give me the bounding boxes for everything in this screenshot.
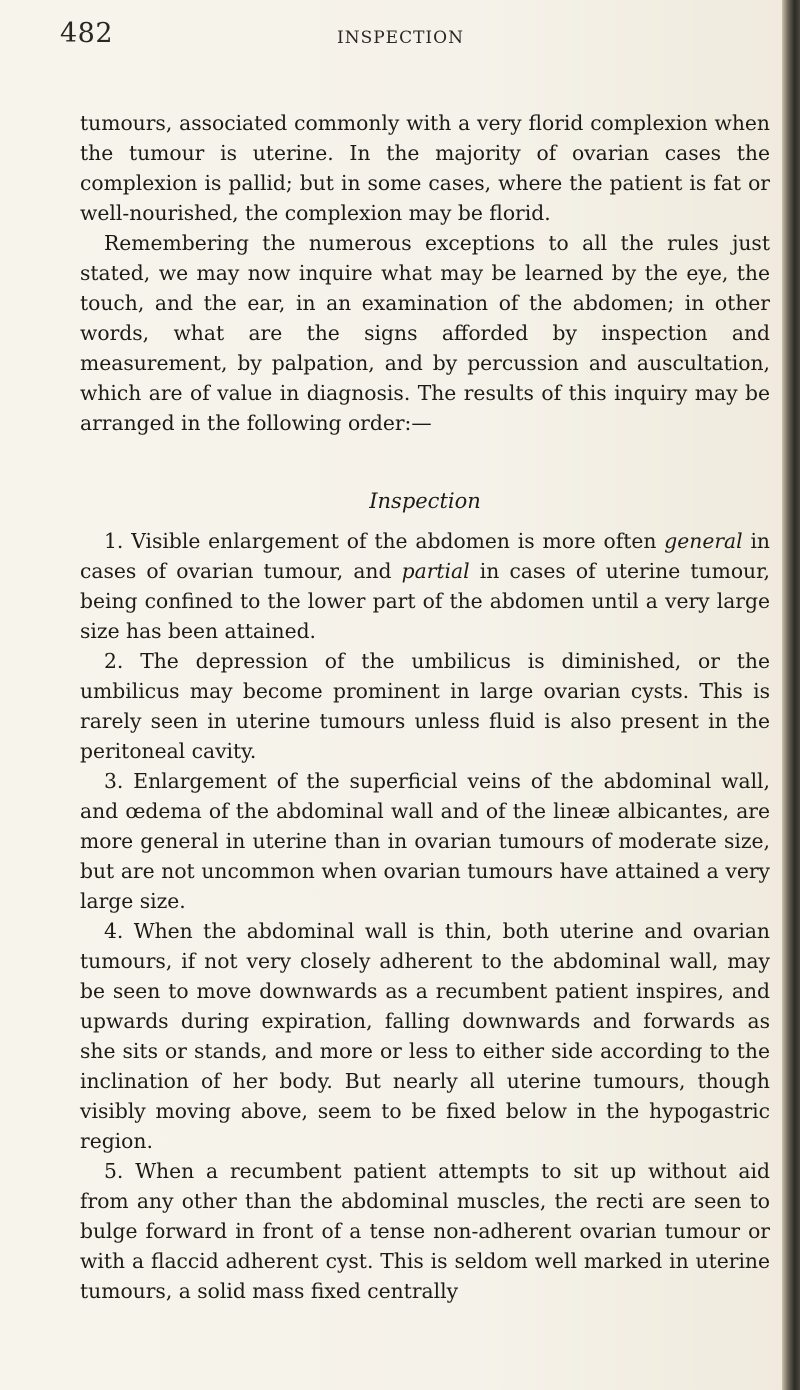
item1-emphasis-general: general xyxy=(664,529,743,553)
page-header xyxy=(60,18,770,68)
section-title: Inspection xyxy=(369,489,481,513)
list-item-5: 5. When a recumbent patient attempts to sit up without aid from any other than the abdominal muscles, the recti are seen to bulge forward in front of a tense non-adherent ovarian tumour or with a flaccid adherent cyst. This is seldom well marked in uterine tumours, a solid mass fixed centrally xyxy=(80,1159,770,1303)
list-item-2: 2. The depression of the umbilicus is diminished, or the umbilicus may become prominent in large ovarian cysts. This is rarely seen in uterine tumours unless fluid is also present in the peritoneal cavity. xyxy=(80,649,770,763)
item1-mid: in cases of ovarian tumour, and xyxy=(80,529,770,583)
paragraph-remembering: Remembering the numerous exceptions to all the rules just stated, we may now inquire what may be learned by the eye, the touch, and the ear, in an examination of the abdomen; in other words, what are the signs afforded by inspection and measurement, by palpation, and by percussion and auscultation, which are of value in diagnosis. The results of this inquiry may be arranged in the following order:— xyxy=(80,231,770,435)
item1-emphasis-partial: partial xyxy=(401,559,470,583)
page-number: 482 xyxy=(60,18,114,49)
body-text xyxy=(80,108,770,1306)
item1-tail: in cases of uterine tumour, being confined to the lower part of the abdomen until a very large size has been attained. xyxy=(80,559,770,643)
list-item-4: 4. When the abdominal wall is thin, both uterine and ovarian tumours, if not very closely adherent to the abdominal wall, may be seen to move downwards as a recumbent patient inspires, and upwards during expiration, falling downwards and forwards as she sits or stands, and more or less to either side according to the inclination of her body. But nearly all uterine tumours, though visibly moving above, seem to be fixed below in the hypogastric region. xyxy=(80,919,770,1153)
list-item-3: 3. Enlargement of the superficial veins of the abdominal wall, and œdema of the abdominal wall and of the lineæ albicantes, are more general in uterine than in ovarian tumours of moderate size, but are not uncommon when ovarian tumours have attained a very large size. xyxy=(80,769,770,913)
paragraph-continuation: tumours, associated commonly with a very florid complexion when the tumour is uterine. In the majority of ovarian cases the complexion is pallid; but in some cases, where the patient is fat or well-nourished, the complexion may be florid. xyxy=(80,111,770,225)
list-item-1 xyxy=(80,526,770,646)
item1-lead: 1. Visible enlargement of the abdomen is more often xyxy=(104,529,665,553)
running-head: INSPECTION xyxy=(337,28,464,48)
page-edge-shadow xyxy=(782,0,800,1390)
